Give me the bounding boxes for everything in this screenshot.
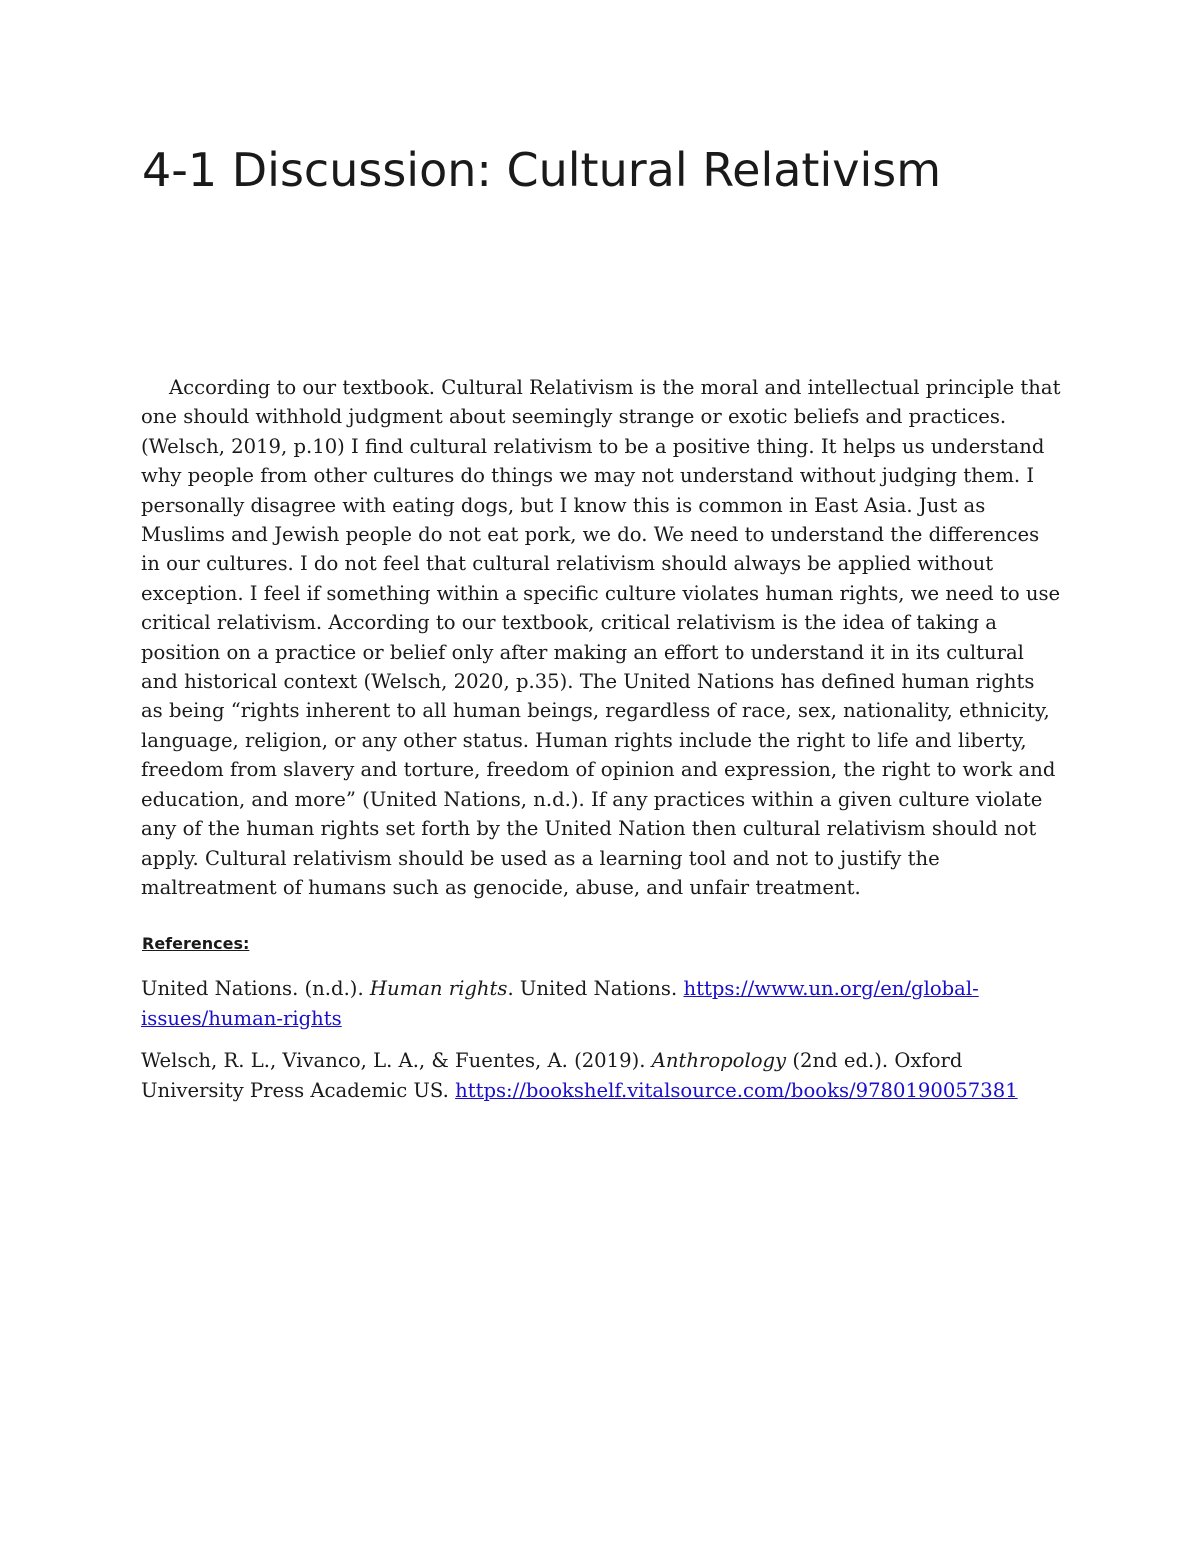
reference-item <box>141 974 1061 1034</box>
reference-work-title: Anthropology <box>651 1049 787 1072</box>
reference-authors: United Nations. (n.d.). <box>141 977 370 1000</box>
reference-link[interactable]: https://bookshelf.vitalsource.com/books/9780190057381 <box>455 1079 1018 1102</box>
discussion-paragraph: According to our textbook. Cultural Relativism is the moral and intellectual principle that one should withhold judgment about seemingly strange or exotic beliefs and practices. (Welsch, 2019, p.10) I find cultural relativism to be a positive thing. It helps us understand why people from other cultures do things we may not understand without judging them. I personally disagree with eating dogs, but I know this is common in East Asia. Just as Muslims and Jewish people do not eat pork, we do. We need to understand the differences in our cultures. I do not feel that cultural relativism should always be applied without exception. I feel if something within a specific culture violates human rights, we need to use critical relativism. According to our textbook, critical relativism is the idea of taking a position on a practice or belief only after making an effort to understand it in its cultural and historical context (Welsch, 2020, p.35). The United Nations has defined human rights as being “rights inherent to all human beings, regardless of race, sex, nationality, ethnicity, language, religion, or any other status. Human rights include the right to life and liberty, freedom from slavery and torture, freedom of opinion and expression, the right to work and education, and more” (United Nations, n.d.). If any practices within a given culture violate any of the human rights set forth by the United Nation then cultural relativism should not apply. Cultural relativism should be used as a learning tool and not to justify the maltreatment of humans such as genocide, abuse, and unfair treatment. <box>141 376 1061 899</box>
reference-authors: Welsch, R. L., Vivanco, L. A., & Fuentes, A. (2019). <box>141 1049 652 1072</box>
reference-publisher: . United Nations. <box>507 977 684 1000</box>
document-title: 4-1 Discussion: Cultural Relativism <box>142 143 942 197</box>
reference-item <box>141 1046 1061 1106</box>
reference-link[interactable]: https://www.un.org/en/global-issues/human-rights <box>141 977 979 1030</box>
reference-work-title: Human rights <box>369 977 508 1000</box>
reference-publisher: (2nd ed.). Oxford University Press Academic US. <box>141 1049 963 1102</box>
references-heading: References: <box>142 934 250 953</box>
